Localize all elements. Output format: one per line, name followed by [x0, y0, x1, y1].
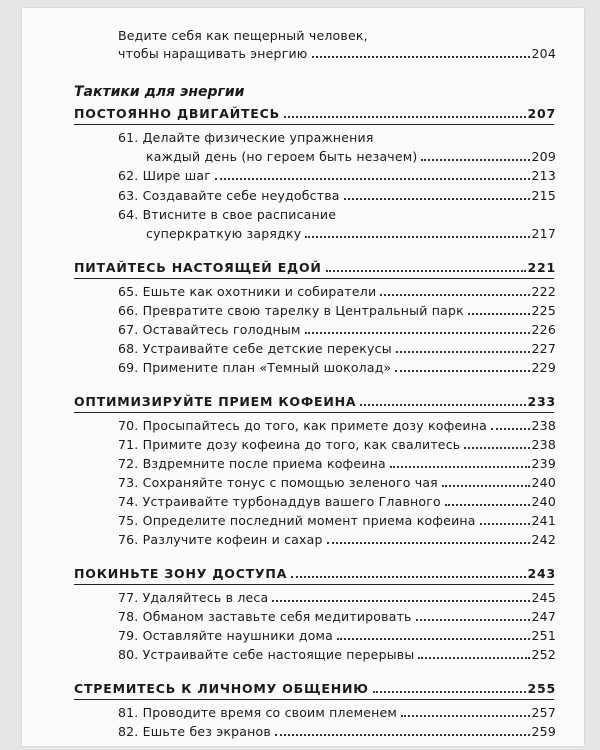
dot-leader	[305, 235, 529, 238]
toc-item	[118, 475, 556, 490]
item-text: каждый день (но героем быть незачем)	[146, 149, 418, 164]
page-number: 213	[531, 168, 556, 183]
page-number: 222	[531, 284, 556, 299]
toc-item	[118, 284, 556, 299]
item-text: 64. Втисните в свое расписание	[118, 207, 337, 222]
item-text: 70. Просыпайтесь до того, как примете дозу кофеина	[118, 418, 487, 433]
toc-item	[118, 532, 556, 547]
dot-leader	[480, 522, 530, 525]
item-text: 76. Разлучите кофеин и сахар	[118, 532, 323, 547]
group-heading-text: ОПТИМИЗИРУЙТЕ ПРИЕМ КОФЕИНА	[74, 394, 357, 409]
group-heading	[74, 106, 556, 121]
page-number: 238	[531, 437, 556, 452]
dot-leader	[291, 575, 525, 578]
item-text: 62. Шире шаг	[118, 168, 212, 183]
item-text: 80. Устраивайте себе настоящие перерывы	[118, 647, 415, 662]
heading-rule	[74, 412, 554, 413]
toc-item	[118, 207, 336, 222]
group-heading-text: ПОСТОЯННО ДВИГАЙТЕСЬ	[74, 106, 280, 121]
page-number: 227	[531, 341, 556, 356]
item-text: 81. Проводите время со своим племенем	[118, 705, 398, 720]
toc-item	[118, 590, 556, 605]
item-text: 78. Обманом заставьте себя медитировать	[118, 609, 412, 624]
item-text: 77. Удаляйтесь в леса	[118, 590, 269, 605]
item-text: 69. Примените план «Темный шоколад»	[118, 360, 392, 375]
item-text: 67. Оставайтесь голодным	[118, 322, 301, 337]
group-heading	[74, 681, 556, 696]
intro-text-1: Ведите себя как пещерный человек,	[118, 28, 368, 43]
item-text: суперкраткую зарядку	[146, 226, 302, 241]
page-number: 245	[531, 590, 556, 605]
toc-content	[22, 8, 584, 746]
dot-leader	[380, 293, 529, 296]
toc-item	[118, 437, 556, 452]
item-text: 66. Превратите свою тарелку в Центральный парк	[118, 303, 464, 318]
page-number: 257	[531, 705, 556, 720]
dot-leader	[416, 618, 530, 621]
dot-leader	[337, 637, 529, 640]
dot-leader	[442, 484, 530, 487]
group-heading-text: СТРЕМИТЕСЬ К ЛИЧНОМУ ОБЩЕНИЮ	[74, 681, 369, 696]
dot-leader	[344, 197, 530, 200]
item-text: 74. Устраивайте турбонаддув вашего Главного	[118, 494, 441, 509]
item-text: 82. Ешьте без экранов	[118, 724, 271, 739]
page-number: 239	[531, 456, 556, 471]
toc-item	[118, 303, 556, 318]
group-heading	[74, 566, 556, 581]
page-number: 226	[531, 322, 556, 337]
item-text: 68. Устраивайте себе детские перекусы	[118, 341, 392, 356]
intro-text-2: чтобы наращивать энергию	[118, 46, 308, 61]
page-number: 238	[531, 418, 556, 433]
page-number: 240	[531, 475, 556, 490]
page-number: 259	[531, 724, 556, 739]
page-number: 247	[531, 609, 556, 624]
toc-item	[118, 341, 556, 356]
toc-item	[118, 322, 556, 337]
dot-leader	[284, 115, 526, 118]
toc-item	[118, 705, 556, 720]
dot-leader	[401, 714, 529, 717]
toc-item	[118, 130, 374, 145]
dot-leader	[445, 503, 530, 506]
group-heading-text: ПОКИНЬТЕ ЗОНУ ДОСТУПА	[74, 566, 288, 581]
heading-rule	[74, 278, 554, 279]
toc-item-cont	[146, 149, 556, 164]
heading-rule	[74, 584, 554, 585]
page-number: 217	[531, 226, 556, 241]
dot-leader	[468, 312, 530, 315]
page-number: 242	[531, 532, 556, 547]
dot-leader	[491, 427, 530, 430]
toc-item	[118, 513, 556, 528]
dot-leader	[275, 733, 530, 736]
page-number: 251	[531, 628, 556, 643]
dot-leader	[360, 403, 525, 406]
toc-item	[118, 456, 556, 471]
dot-leader	[421, 158, 529, 161]
heading-rule	[74, 124, 554, 125]
item-text: 72. Вздремните после приема кофеина	[118, 456, 386, 471]
dot-leader	[418, 656, 529, 659]
group-heading-text: ПИТАЙТЕСЬ НАСТОЯЩЕЙ ЕДОЙ	[74, 260, 322, 275]
item-text: 65. Ешьте как охотники и собиратели	[118, 284, 377, 299]
toc-item	[118, 360, 556, 375]
item-text: 63. Создавайте себе неудобства	[118, 188, 340, 203]
section-title: Тактики для энергии	[74, 84, 245, 100]
page-number: 221	[527, 260, 556, 275]
page-number: 241	[531, 513, 556, 528]
item-text: 79. Оставляйте наушники дома	[118, 628, 334, 643]
book-page	[22, 8, 584, 746]
item-text: 75. Определите последний момент приема кофеина	[118, 513, 476, 528]
toc-item	[118, 628, 556, 643]
page-number: 252	[531, 647, 556, 662]
item-text: 61. Делайте физические упражнения	[118, 130, 374, 145]
page-number: 215	[531, 188, 556, 203]
dot-leader	[305, 331, 530, 334]
dot-leader	[373, 690, 526, 693]
dot-leader	[215, 177, 530, 180]
page-number: 204	[531, 46, 556, 61]
page-number: 255	[527, 681, 556, 696]
intro-line-2	[118, 46, 556, 61]
intro-line-1	[118, 28, 368, 43]
toc-item	[118, 724, 556, 739]
item-text: 71. Примите дозу кофеина до того, как свалитесь	[118, 437, 461, 452]
item-text: 73. Сохраняйте тонус с помощью зеленого чая	[118, 475, 438, 490]
toc-item	[118, 418, 556, 433]
page-number: 243	[527, 566, 556, 581]
group-heading	[74, 260, 556, 275]
toc-item	[118, 609, 556, 624]
toc-item-cont	[146, 226, 556, 241]
toc-item	[118, 647, 556, 662]
dot-leader	[272, 599, 529, 602]
page-number: 207	[527, 106, 556, 121]
dot-leader	[312, 55, 530, 58]
page-number: 240	[531, 494, 556, 509]
dot-leader	[395, 369, 529, 372]
page-number: 233	[527, 394, 556, 409]
page-number: 225	[531, 303, 556, 318]
page-number: 209	[531, 149, 556, 164]
heading-rule	[74, 699, 554, 700]
group-heading	[74, 394, 556, 409]
dot-leader	[464, 446, 529, 449]
dot-leader	[326, 269, 526, 272]
page-number: 229	[531, 360, 556, 375]
dot-leader	[396, 350, 530, 353]
toc-item	[118, 168, 556, 183]
dot-leader	[390, 465, 530, 468]
toc-item	[118, 494, 556, 509]
dot-leader	[327, 541, 530, 544]
toc-item	[118, 188, 556, 203]
